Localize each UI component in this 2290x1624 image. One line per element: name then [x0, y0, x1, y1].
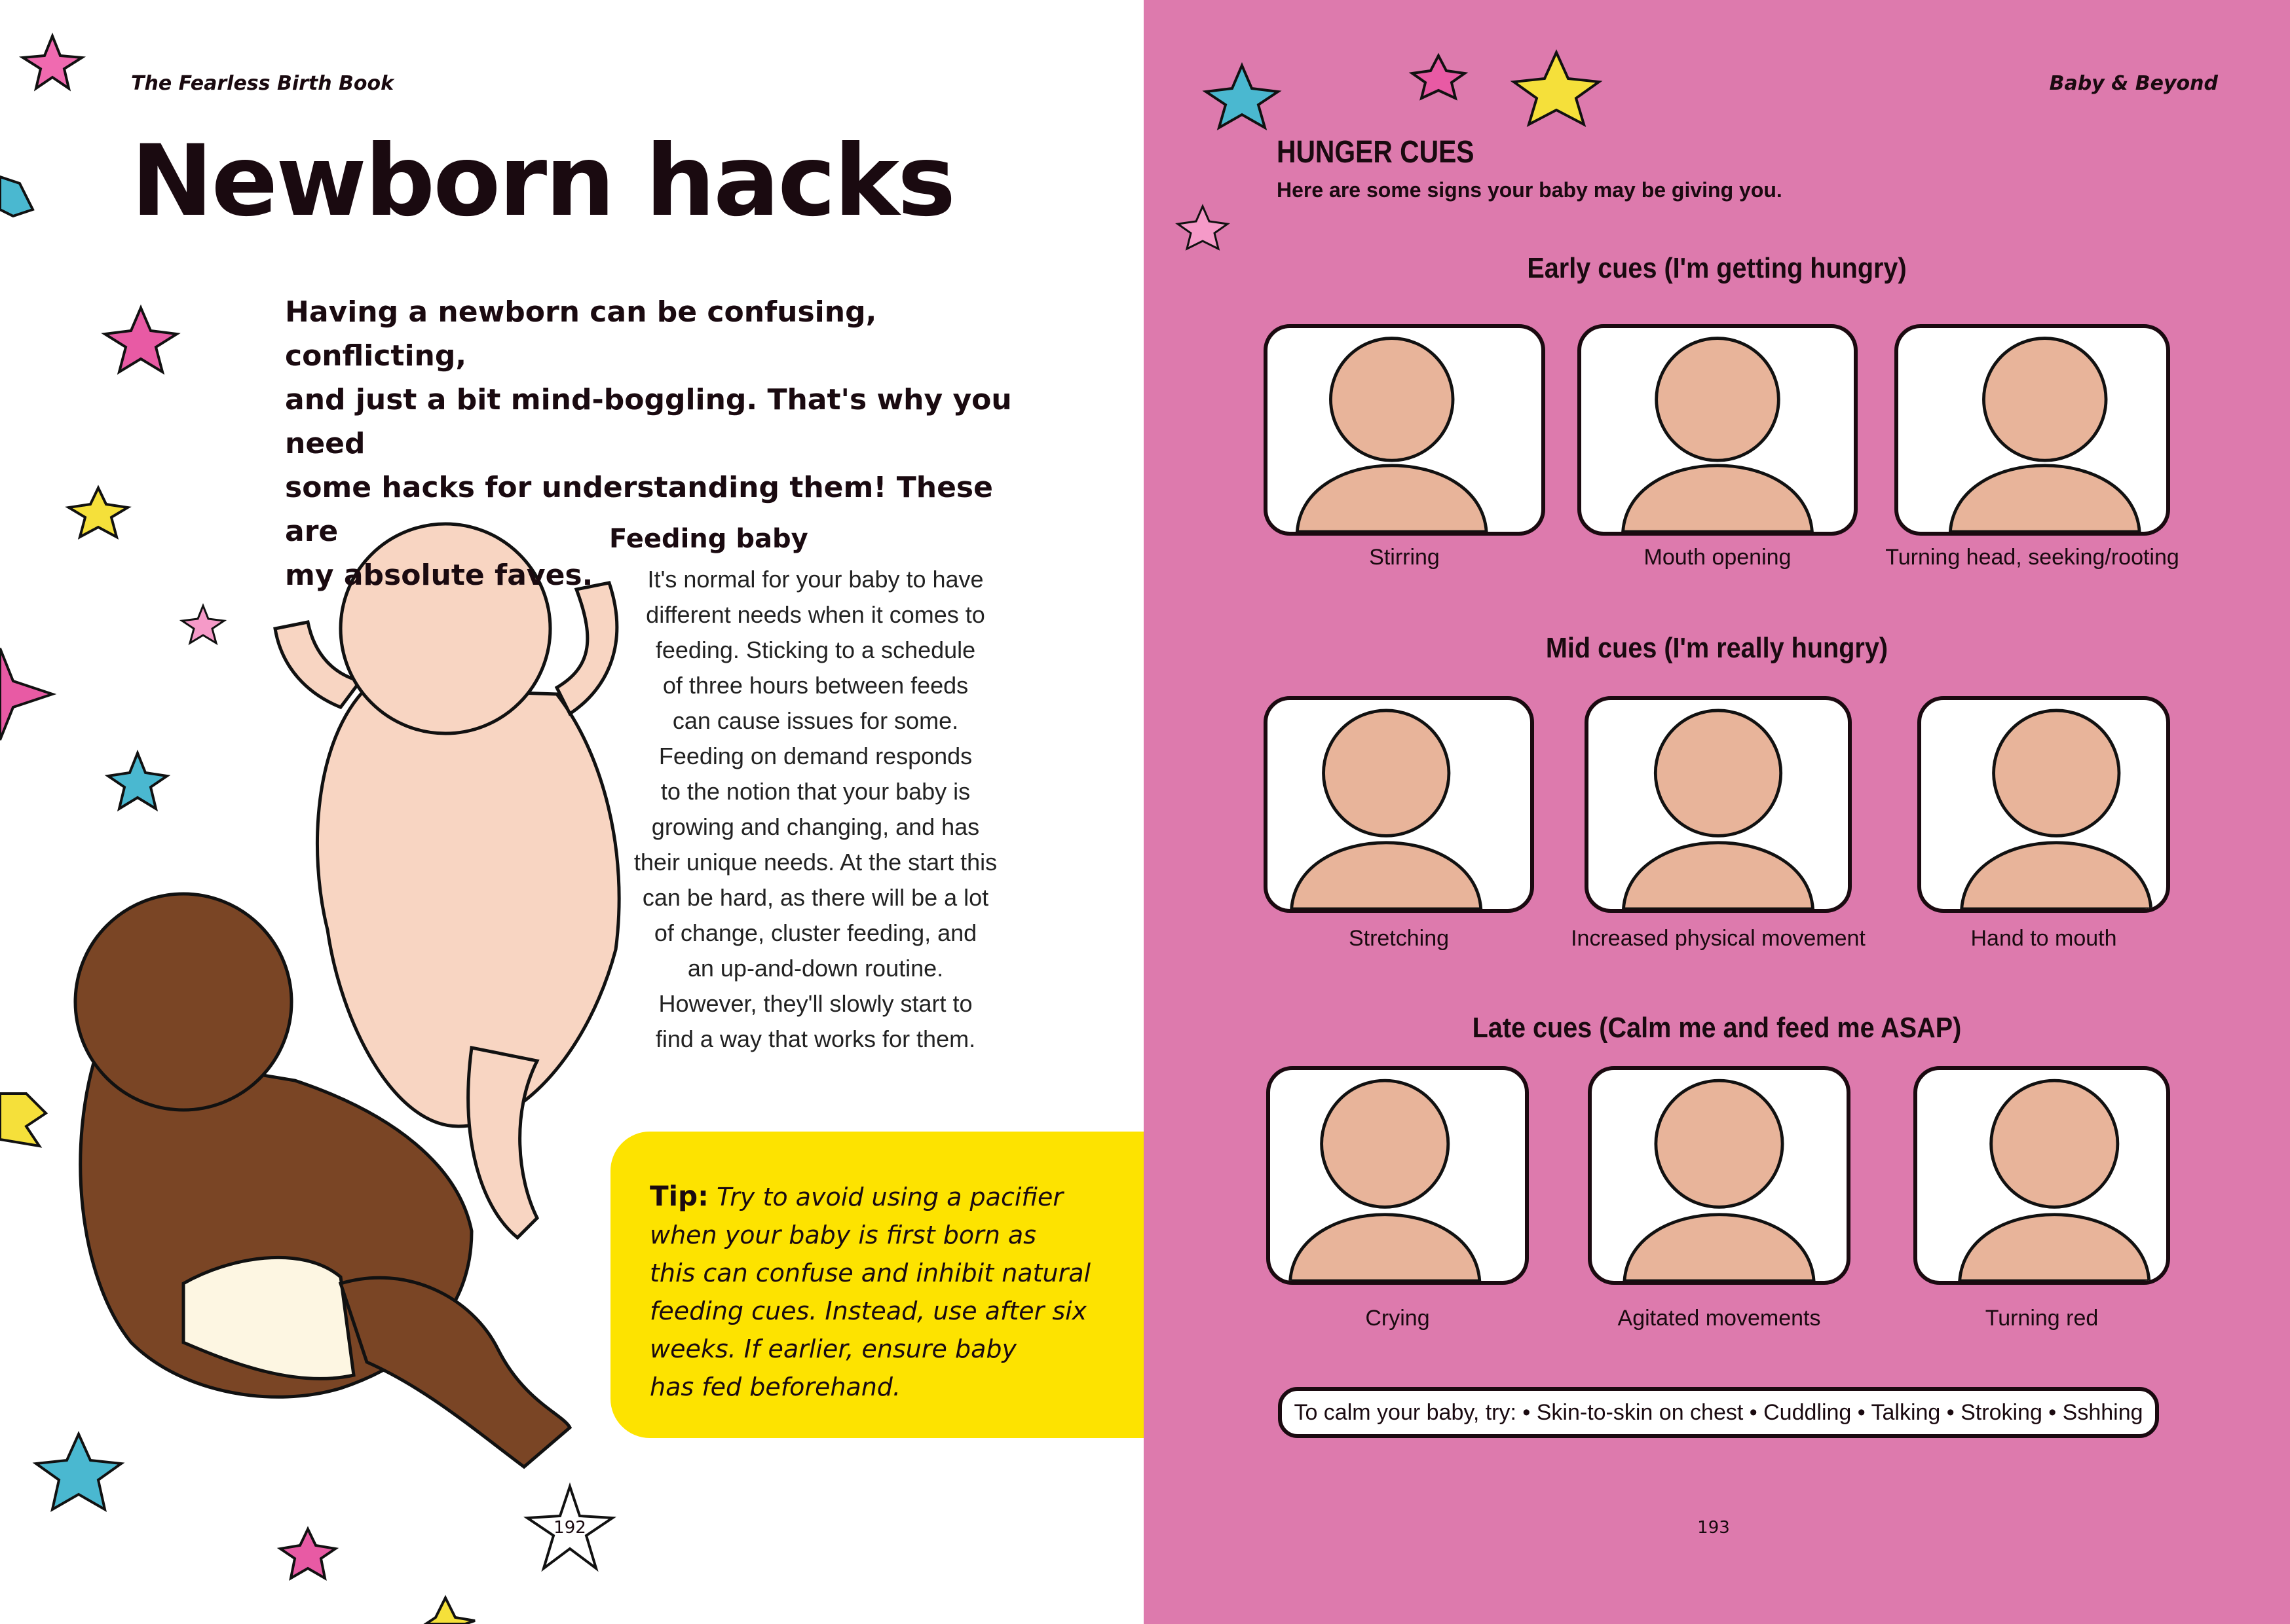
star-icon	[0, 177, 33, 216]
star-icon	[0, 648, 52, 740]
star-icon	[1514, 52, 1599, 124]
body-line: It's normal for your baby to have	[647, 566, 984, 593]
intro-line: some hacks for understanding them! These are	[285, 471, 993, 548]
feeding-heading: Feeding baby	[609, 524, 808, 554]
cue-label-crying: Crying	[1365, 1306, 1430, 1331]
page-number: 193	[1697, 1518, 1730, 1538]
body-line: of change, cluster feeding, and	[654, 919, 977, 946]
cue-label-turning-red: Turning red	[1985, 1306, 2099, 1331]
baby-illustration	[1581, 328, 1854, 532]
body-line: to the notion that your baby is	[660, 778, 971, 805]
cue-label-turning-head: Turning head, seeking/rooting	[1885, 545, 2179, 570]
intro-line: and just a bit mind-boggling. That's why you need	[285, 383, 1012, 460]
baby-illustration	[1921, 700, 2166, 909]
cue-label-stretching: Stretching	[1348, 926, 1450, 951]
cue-label-mouth-opening: Mouth opening	[1643, 545, 1792, 570]
star-icon	[1206, 65, 1278, 128]
hunger-cues-heading: HUNGER CUES	[1277, 135, 1474, 170]
baby-illustration	[1270, 1070, 1525, 1281]
running-head: The Fearless Birth Book	[131, 72, 394, 95]
baby-illustration	[1588, 700, 1848, 909]
star-icon	[1412, 56, 1465, 98]
cue-label-hand-to-mouth: Hand to mouth	[1970, 926, 2117, 951]
section-heading-late: Late cues (Calm me and feed me ASAP)	[1472, 1012, 1962, 1044]
body-line: their unique needs. At the start this	[633, 849, 998, 876]
tip-line: weeks. If earlier, ensure baby	[650, 1335, 1017, 1363]
body-line: find a way that works for them.	[655, 1025, 976, 1052]
star-icon	[426, 1598, 475, 1624]
section-heading-mid: Mid cues (I'm really hungry)	[1545, 632, 1888, 664]
cue-panel-turning-red	[1913, 1066, 2170, 1285]
tip-label: Tip:	[650, 1180, 709, 1212]
tip-line: has fed beforehand.	[650, 1373, 901, 1401]
star-icon	[23, 36, 82, 88]
calm-tip-banner: To calm your baby, try: • Skin-to-skin on chest • Cuddling • Talking • Stroking • Sshhing	[1278, 1387, 2159, 1438]
feeding-body	[606, 562, 1025, 1057]
body-line: can cause issues for some.	[672, 707, 959, 734]
star-icon	[69, 488, 128, 537]
tip-line: Try to avoid using a pacifier	[717, 1183, 1063, 1211]
cue-label-stirring: Stirring	[1369, 545, 1440, 570]
section-heading-early: Early cues (I'm getting hungry)	[1527, 252, 1907, 284]
body-line: growing and changing, and has	[651, 813, 980, 840]
cue-panel-mouth-opening	[1577, 324, 1858, 536]
body-line: can be hard, as there will be a lot	[642, 884, 989, 911]
star-icon	[0, 1094, 46, 1146]
tip-line: this can confuse and inhibit natural	[650, 1259, 1091, 1287]
running-head: Baby & Beyond	[2049, 72, 2218, 95]
baby-illustration	[1592, 1070, 1847, 1281]
cue-panel-hand-to-mouth	[1917, 696, 2170, 913]
cue-panel-crying	[1266, 1066, 1529, 1285]
page-title: Newborn hacks	[131, 124, 954, 238]
tip-line: when your baby is first born as	[650, 1221, 1036, 1249]
cue-label-agitated-movements: Agitated movements	[1617, 1306, 1821, 1331]
star-icon	[1178, 206, 1228, 249]
left-page	[0, 0, 1144, 1624]
body-line: different needs when it comes to	[646, 601, 985, 628]
cue-label-increased-movement: Increased physical movement	[1571, 926, 1866, 951]
baby-illustration	[1917, 1070, 2166, 1281]
tip-box	[610, 1132, 1144, 1438]
body-line: an up-and-down routine.	[687, 955, 944, 982]
tip-line: feeding cues. Instead, use after six	[650, 1297, 1087, 1325]
decorative-stars	[1144, 0, 2290, 262]
star-icon	[36, 1434, 121, 1509]
cue-panel-increased-movement	[1585, 696, 1852, 913]
intro-line: Having a newborn can be confusing, conflicting,	[285, 295, 877, 373]
body-line: of three hours between feeds	[662, 672, 969, 699]
body-line: Feeding on demand responds	[658, 743, 973, 769]
intro-line: my absolute faves.	[285, 559, 593, 592]
star-icon	[105, 308, 177, 372]
right-page	[1144, 0, 2290, 1624]
star-icon	[280, 1529, 335, 1578]
baby-illustration	[1898, 328, 2166, 532]
cue-panel-turning-head	[1894, 324, 2170, 536]
body-line: However, they'll slowly start to	[658, 990, 973, 1017]
cue-panel-stretching	[1264, 696, 1534, 913]
baby-illustration	[1267, 328, 1541, 532]
hunger-cues-subheading: Here are some signs your baby may be giving you.	[1277, 178, 1782, 202]
page-number: 192	[554, 1518, 586, 1538]
body-line: feeding. Sticking to a schedule	[655, 637, 976, 663]
cue-panel-stirring	[1264, 324, 1545, 536]
star-icon	[108, 753, 167, 809]
cue-panel-agitated-movements	[1588, 1066, 1850, 1285]
star-icon	[182, 606, 224, 643]
baby-illustration	[1267, 700, 1530, 909]
